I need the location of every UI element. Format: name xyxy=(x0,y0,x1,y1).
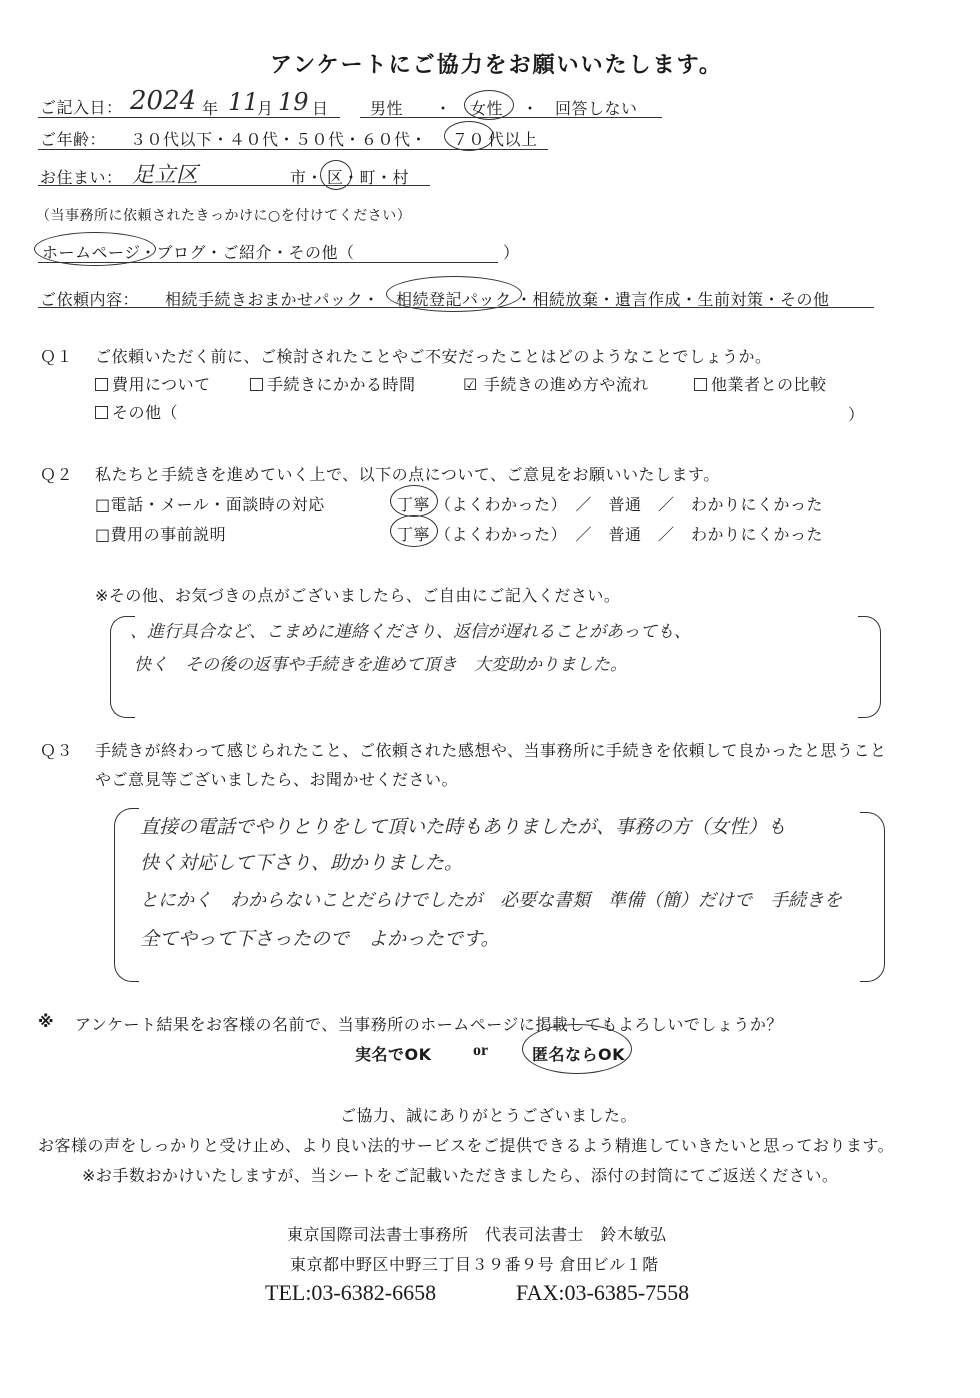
trigger-underline xyxy=(38,262,498,263)
q3-handwritten-line2: 快く対応して下さり、助かりました。 xyxy=(140,852,464,874)
q3-handwritten-line4: 全てやって下さったので よかったです。 xyxy=(140,928,500,950)
q2-handwritten-line2: 快く その後の返事や手続きを進めて頂き 大変助かりました。 xyxy=(134,655,627,675)
publish-selected-circle xyxy=(522,1024,632,1074)
q1-option-process: ☑ 手続きの進め方や流れ xyxy=(463,375,649,394)
trigger-instruction: （当事務所に依頼されたきっかけに○を付けてください） xyxy=(36,208,412,224)
closing-thanks: ご協力、誠にありがとうございました。 xyxy=(340,1106,638,1125)
age-suffix: 代以上 xyxy=(488,130,538,149)
residence-value: 足立区 xyxy=(132,163,199,188)
date-underline xyxy=(38,117,340,118)
q2-other-prompt: ※その他、お気づきの点がございましたら、ご自由にご記入ください。 xyxy=(95,586,621,605)
q3-question-line2: やご意見等ございましたら、お聞かせください。 xyxy=(95,770,459,789)
trigger-rest: ・ブログ・ご紹介・その他（ ） xyxy=(140,243,520,262)
checkbox-icon xyxy=(250,378,263,391)
residence-selected: 区 xyxy=(327,168,344,187)
publish-option-real: 実名でOK xyxy=(355,1045,432,1064)
residence-underline xyxy=(38,185,430,186)
q3-number: Ｑ３ xyxy=(40,741,74,760)
date-year: 2024 xyxy=(130,86,197,116)
q2-answer-bracket-right xyxy=(858,616,881,718)
date-month-suffix: 月 xyxy=(257,99,274,118)
gender-sep-2: ・ xyxy=(522,99,539,118)
q1-option-other: その他（ xyxy=(95,400,178,423)
q3-answer-bracket-right xyxy=(860,812,885,982)
publish-mark: ※ xyxy=(38,1012,55,1031)
residence-options-b: ・町・村 xyxy=(343,168,410,187)
checkbox-icon xyxy=(95,378,108,391)
checkbox-icon xyxy=(95,406,108,419)
q3-handwritten-line3: とにかく わからないことだらけでしたが 必要な書類 準備（簡）だけで 手続きを xyxy=(140,890,842,911)
q3-question-line1: 手続きが終わって感じられたこと、ご依頼された感想や、当事務所に手続きを依頼して良かったと思うこと xyxy=(95,741,887,760)
q2-row2-selected: 丁寧 xyxy=(397,525,431,544)
q3-answer-bracket-left xyxy=(114,808,139,982)
request-rest: ・相続放棄・遺言作成・生前対策・その他 xyxy=(516,290,830,309)
age-selected-circle xyxy=(444,121,494,151)
office-name: 東京国際司法書士事務所 代表司法書士 鈴木敏弘 xyxy=(287,1225,667,1244)
request-label: ご依頼内容： xyxy=(40,290,140,309)
q1-option-time: 手続きにかかる時間 xyxy=(250,372,416,395)
checkbox-icon xyxy=(694,378,707,391)
q2-number: Ｑ２ xyxy=(40,465,74,484)
gender-female: 女性 xyxy=(470,99,504,118)
closing-return-note: ※お手数おかけいたしますが、当シートをご記載いただきましたら、添付の封筒にてご返送ください。 xyxy=(82,1166,839,1185)
request-underline xyxy=(38,307,874,308)
age-selected: ７０ xyxy=(452,130,486,149)
trigger-selected-circle xyxy=(34,232,156,266)
request-selected: 相続登記パック xyxy=(396,290,512,309)
date-label: ご記入日： xyxy=(40,98,123,117)
publish-option-anon: 匿名ならOK xyxy=(532,1045,626,1064)
q3-handwritten-line1: 直接の電話でやりとりをして頂いた時もありましたが、事務の方（女性）も xyxy=(140,816,787,838)
date-month: 11 xyxy=(228,88,259,116)
q2-question: 私たちと手続きを進めていく上で、以下の点について、ご意見をお願いいたします。 xyxy=(95,465,720,484)
date-year-suffix: 年 xyxy=(202,99,219,118)
q1-question: ご依頼いただく前に、ご検討されたことやご不安だったことはどのようなことでしょうか。 xyxy=(95,347,772,366)
q2-row2-selected-circle xyxy=(390,515,438,547)
q2-row1-selected: 丁寧 xyxy=(397,495,431,514)
trigger-selected: ホームページ xyxy=(42,243,141,262)
age-label: ご年齢： xyxy=(40,130,107,149)
publish-question: アンケート結果をお客様の名前で、当事務所のホームページに掲載してもよろしいでしょうか？ xyxy=(75,1015,783,1034)
survey-title: アンケートにご協力をお願いいたします。 xyxy=(270,53,723,78)
office-fax: FAX:03-6385-7558 xyxy=(516,1280,690,1305)
gender-underline xyxy=(360,117,662,118)
request-opt1: 相続手続きおまかせパック・ xyxy=(165,290,380,309)
residence-options-a: 市・ xyxy=(290,168,324,187)
checked-checkbox-icon: ☑ xyxy=(463,375,478,394)
closing-commitment: お客様の声をしっかりと受け止め、より良い法的サービスをご提供できるよう精進していきたいと思っております。 xyxy=(38,1136,895,1155)
publish-or: or xyxy=(473,1042,489,1059)
q1-option-compare: 他業者との比較 xyxy=(694,372,827,395)
gender-male: 男性 xyxy=(370,99,404,118)
office-tel: TEL:03-6382-6658 xyxy=(265,1280,437,1305)
q2-row1-selected-circle xyxy=(390,485,438,517)
q2-row2-scale: （よくわかった） ／ 普通 ／ わかりにくかった xyxy=(435,525,824,544)
gender-selected-circle xyxy=(464,90,514,120)
q2-row1-scale: （よくわかった） ／ 普通 ／ わかりにくかった xyxy=(435,495,824,514)
q1-option-cost: 費用について xyxy=(95,372,211,395)
age-underline xyxy=(38,149,548,150)
date-day-suffix: 日 xyxy=(312,99,329,118)
date-day: 19 xyxy=(278,88,309,116)
age-options: ３０代以下・４０代・５０代・６０代・ xyxy=(130,130,428,149)
gender-sep-1: ・ xyxy=(435,99,452,118)
gender-no-answer: 回答しない xyxy=(555,99,638,118)
q2-handwritten-line1: 、進行具合など、こまめに連絡くださり、返信が遅れることがあっても、 xyxy=(130,622,691,642)
office-address: 東京都中野区中野三丁目３９番９号 倉田ビル１階 xyxy=(290,1255,659,1274)
q1-other-close: ） xyxy=(848,405,865,424)
residence-label: お住まい： xyxy=(40,168,123,187)
q1-number: Ｑ１ xyxy=(40,347,74,366)
q2-row1-label: □電話・メール・面談時の対応 xyxy=(95,495,325,514)
q2-row2-label: □費用の事前説明 xyxy=(95,525,227,544)
